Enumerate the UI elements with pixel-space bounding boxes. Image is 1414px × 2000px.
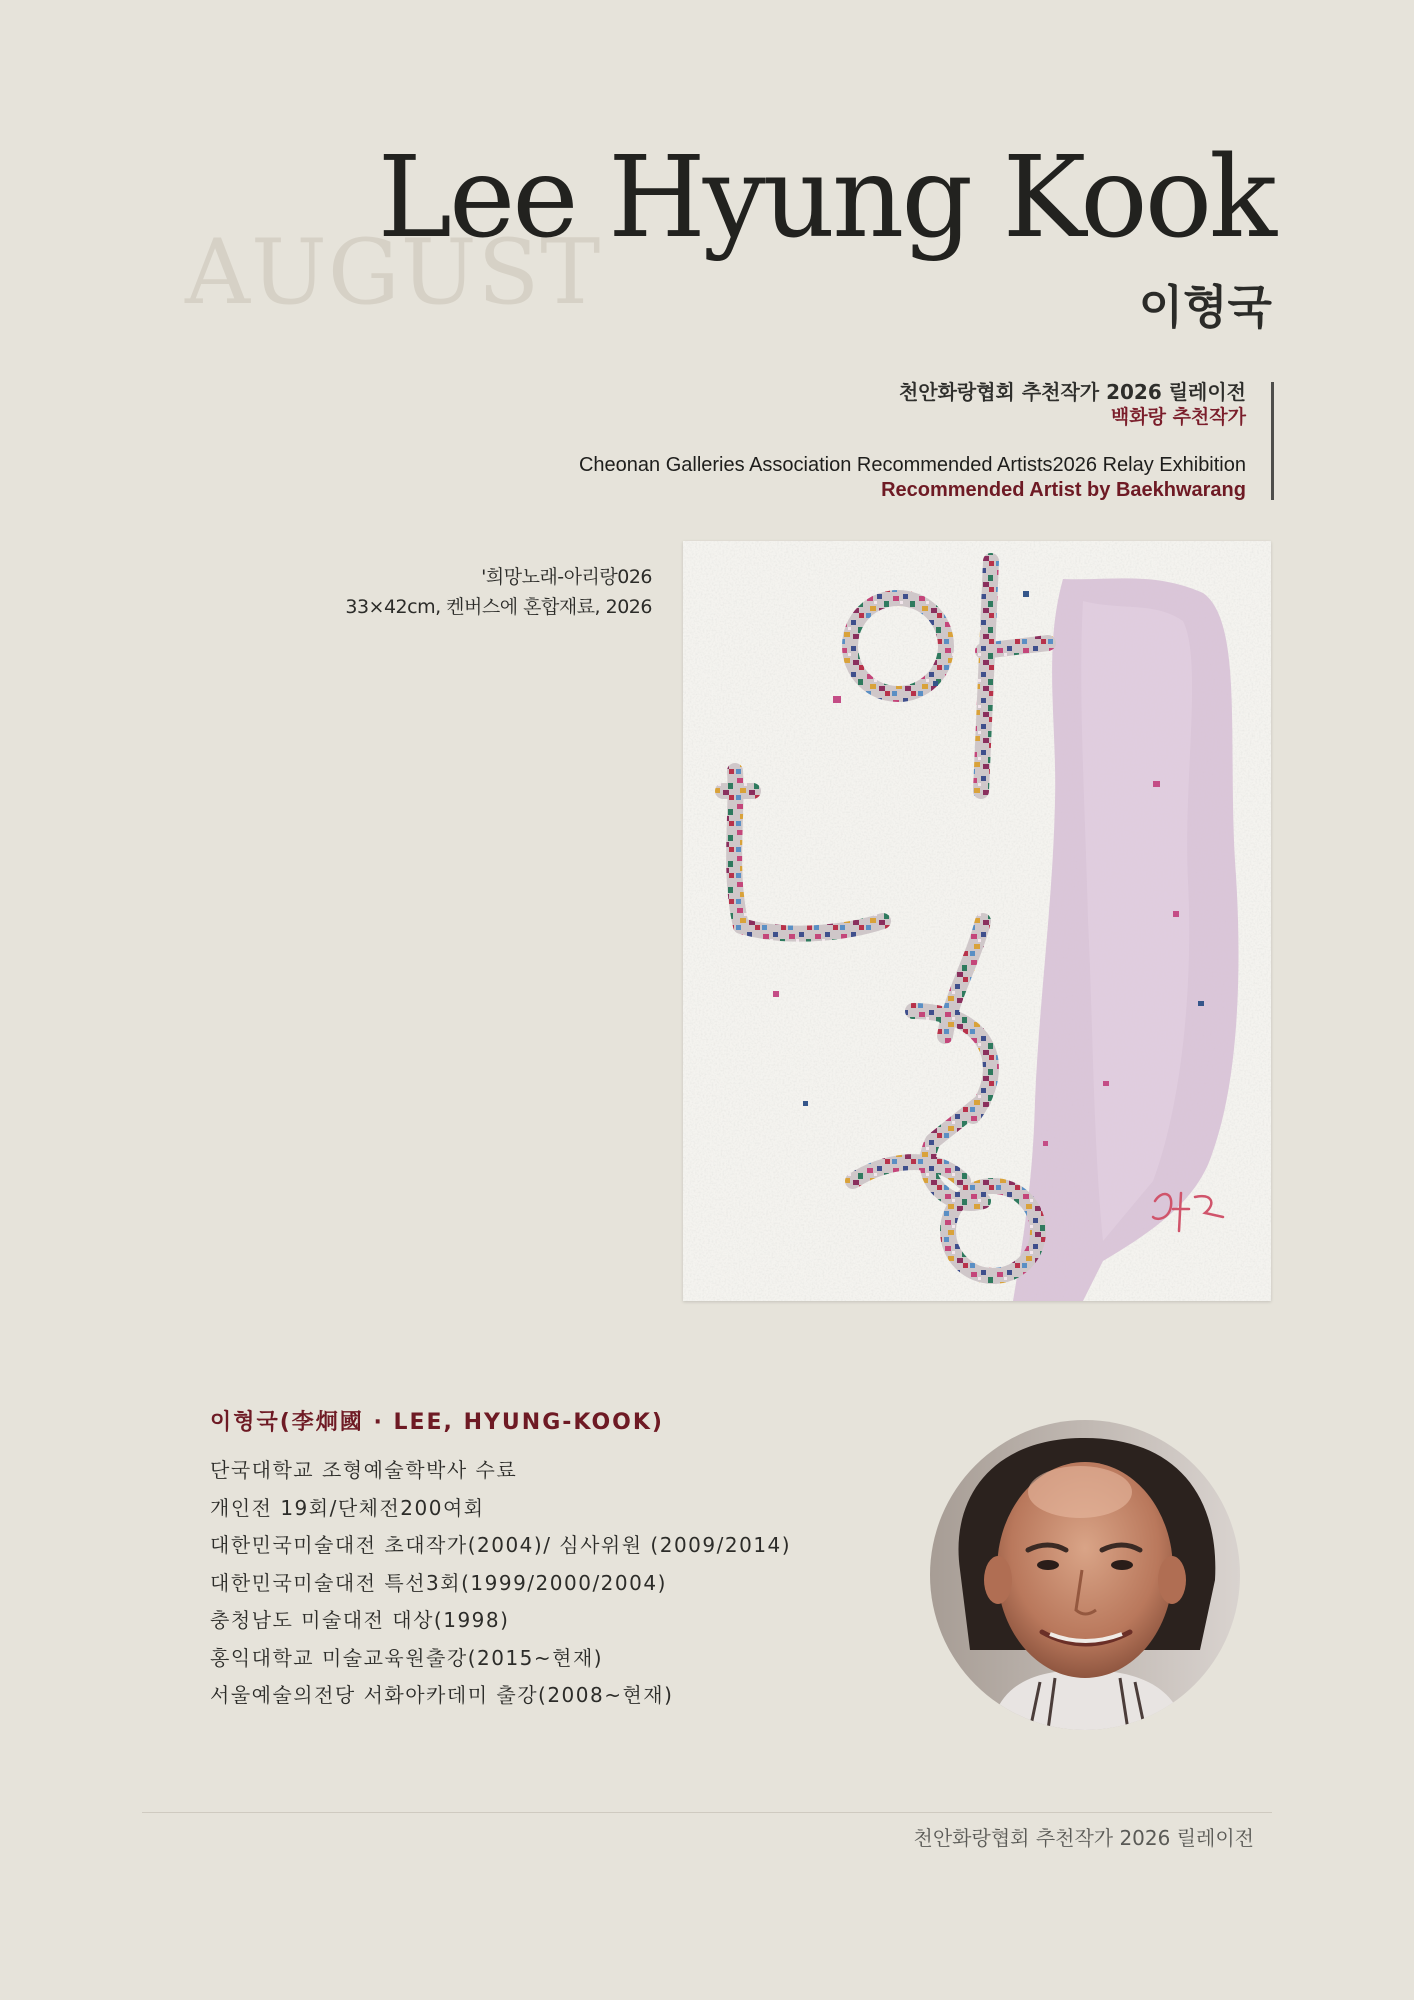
- artist-portrait: [930, 1420, 1240, 1730]
- exhibition-title-korean: 천안화랑협회 추천작가 2026 릴레이전: [898, 380, 1246, 404]
- artwork-title: '희망노래-아리랑026: [481, 566, 652, 588]
- bio-item: 단국대학교 조형예술학박사 수료: [210, 1458, 518, 1482]
- recommender-korean: 백화랑 추천작가: [1110, 406, 1246, 428]
- exhibition-title-english: Cheonan Galleries Association Recommended Artists2026 Relay Exhibition: [578, 454, 1246, 476]
- bio-item: 충청남도 미술대전 대상(1998): [210, 1608, 510, 1632]
- artist-name-english: Lee Hyung Kook: [377, 133, 1274, 263]
- bio-item: 개인전 19회/단체전200여회: [210, 1495, 485, 1520]
- footer-divider: [142, 1812, 1272, 1813]
- artwork-caption: [345, 562, 652, 622]
- bio-item: 홍익대학교 미술교육원출강(2015~현재): [210, 1645, 604, 1670]
- bio-name-heading: 이형국(李炯國 · LEE, HYUNG-KOOK): [210, 1410, 664, 1435]
- artwork-image: [683, 541, 1271, 1301]
- recommender-english: Recommended Artist by Baekhwarang: [881, 479, 1246, 501]
- footer-text: 천안화랑협회 추천작가 2026 릴레이전: [913, 1826, 1254, 1850]
- artist-name-korean: 이형국: [1138, 280, 1272, 334]
- bio-item: 서울예술의전당 서화아카데미 출강(2008~현재): [210, 1683, 674, 1707]
- exhibition-divider-bar: [1271, 382, 1274, 500]
- month-watermark: AUGUST: [185, 220, 602, 325]
- bio-item: 대한민국미술대전 특선3회(1999/2000/2004): [210, 1570, 667, 1595]
- bio-list: [210, 1452, 791, 1715]
- bio-item: 대한민국미술대전 초대작가(2004)/ 심사위원 (2009/2014): [210, 1533, 792, 1557]
- artwork-details: 33×42cm, 켄버스에 혼합재료, 2026: [345, 596, 652, 618]
- exhibition-info: [446, 380, 1264, 503]
